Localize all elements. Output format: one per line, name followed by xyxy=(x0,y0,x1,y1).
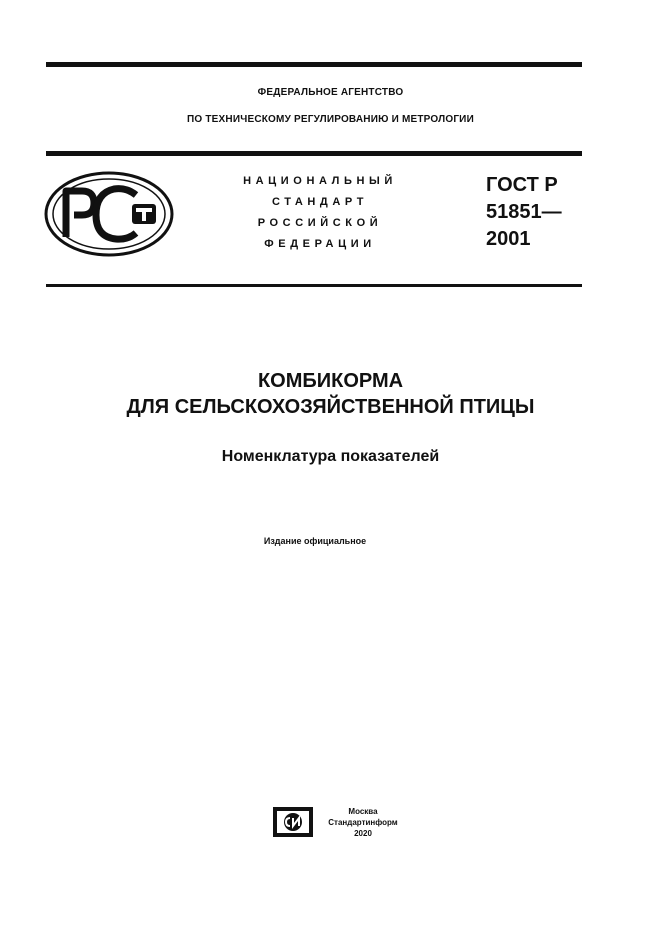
rst-emblem-icon xyxy=(44,171,174,257)
gost-designation-line-3: 2001 xyxy=(486,228,531,250)
gost-designation xyxy=(486,172,562,253)
standard-type-line-4: ФЕДЕРАЦИИ xyxy=(264,238,376,250)
edition-note: Издание официальное xyxy=(263,536,367,546)
agency-name-line-1: ФЕДЕРАЛЬНОЕ АГЕНТСТВО xyxy=(257,87,404,98)
gost-designation-line-1: ГОСТ Р xyxy=(486,174,558,196)
document-subtitle: Номенклатура показателей xyxy=(221,448,440,465)
publisher-imprint xyxy=(318,806,408,839)
document-title-line-2: ДЛЯ СЕЛЬСКОХОЗЯЙСТВЕННОЙ ПТИЦЫ xyxy=(126,396,535,418)
standartinform-logo-icon xyxy=(272,806,314,838)
standard-type-line-2: СТАНДАРТ xyxy=(271,196,369,208)
standard-type-line-3: РОССИЙСКОЙ xyxy=(257,217,383,229)
standard-type-line-1: НАЦИОНАЛЬНЫЙ xyxy=(243,175,397,187)
publisher-city: Москва xyxy=(348,807,378,816)
gost-designation-line-2: 51851— xyxy=(486,201,562,223)
agency-name-line-2: ПО ТЕХНИЧЕСКОМУ РЕГУЛИРОВАНИЮ И МЕТРОЛОГИИ xyxy=(187,114,474,125)
top-rule xyxy=(46,62,582,67)
publication-year: 2020 xyxy=(354,829,372,838)
section-rule xyxy=(46,284,582,287)
standard-type xyxy=(220,171,420,255)
publisher-name: Стандартинформ xyxy=(328,818,398,827)
header-rule xyxy=(46,151,582,156)
document-title-line-1: КОМБИКОРМА xyxy=(257,370,404,392)
